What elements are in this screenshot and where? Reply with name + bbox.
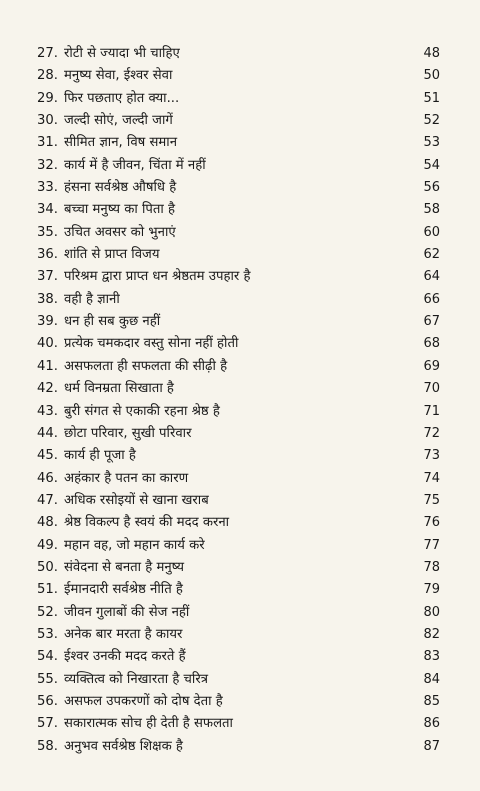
toc-entry-title: श्रेष्ठ विकल्प है स्वयं की मदद करना <box>64 515 230 531</box>
toc-entry-page-number: 68 <box>423 336 440 352</box>
toc-entry-number: 39. <box>37 314 58 330</box>
toc-entry-page-number: 78 <box>423 559 440 575</box>
toc-entry-label <box>37 65 172 87</box>
toc-entry-number: 42. <box>37 381 58 397</box>
toc-entry-page-number: 73 <box>423 448 440 464</box>
toc-entry-page-number: 83 <box>423 649 440 665</box>
toc-entry-title: मनुष्य सेवा, ईश्वर सेवा <box>64 68 173 84</box>
toc-entry <box>37 132 440 154</box>
toc-entry-label <box>37 132 177 154</box>
toc-entry <box>37 713 440 735</box>
toc-entry-number: 35. <box>37 224 58 240</box>
toc-entry-title: महान वह, जो महान कार्य करे <box>64 537 205 553</box>
toc-entry-label <box>37 624 182 646</box>
toc-entry-title: व्यक्तित्व को निखारता है चरित्र <box>64 671 209 687</box>
toc-entry-page-number: 75 <box>423 492 440 508</box>
toc-entry-title: सकारात्मक सोच ही देती है सफलता <box>64 716 233 732</box>
toc-entry-label <box>37 669 208 691</box>
toc-entry-page-number: 80 <box>423 604 440 620</box>
toc-entry <box>37 624 440 646</box>
toc-entry-title: उचित अवसर को भुनाएं <box>64 224 176 240</box>
toc-entry-label <box>37 557 184 579</box>
toc-entry-number: 29. <box>37 90 58 106</box>
toc-entry-page-number: 48 <box>423 46 440 61</box>
toc-entry <box>37 423 440 445</box>
toc-entry <box>37 88 440 110</box>
toc-entry <box>37 535 440 557</box>
toc-entry <box>37 468 440 490</box>
toc-entry-title: संवेदना से बनता है मनुष्य <box>64 559 184 575</box>
toc-entry-number: 28. <box>37 68 58 84</box>
toc-entry <box>37 110 440 132</box>
toc-entry-page-number: 84 <box>423 671 440 687</box>
toc-entry <box>37 43 440 65</box>
toc-entry-number: 47. <box>37 492 58 508</box>
toc-entry-page-number: 69 <box>423 358 440 374</box>
toc-entry-label <box>37 110 173 132</box>
toc-entry-page-number: 77 <box>423 537 440 553</box>
toc-entry-number: 32. <box>37 157 58 173</box>
toc-entry-label <box>37 43 180 65</box>
toc-entry-label <box>37 646 186 668</box>
toc-entry-title: अहंकार है पतन का कारण <box>64 470 189 486</box>
toc-entry-label <box>37 535 205 557</box>
toc-entry-page-number: 67 <box>423 314 440 330</box>
toc-entry-page-number: 54 <box>423 157 440 173</box>
toc-entry-page-number: 66 <box>423 291 440 307</box>
toc-entry-label <box>37 423 192 445</box>
toc-entry-label <box>37 579 183 601</box>
toc-entry-label <box>37 289 120 311</box>
toc-entry <box>37 199 440 221</box>
toc-entry <box>37 646 440 668</box>
toc-entry-page-number: 71 <box>423 403 440 419</box>
toc-entry-number: 44. <box>37 425 58 441</box>
toc-entry-page-number: 64 <box>423 269 440 285</box>
toc-entry <box>37 445 440 467</box>
toc-entry-number: 27. <box>37 46 58 61</box>
toc-entry-title: रोटी से ज्यादा भी चाहिए <box>64 46 180 61</box>
toc-entry-label <box>37 356 227 378</box>
toc-entry <box>37 736 440 758</box>
toc-entry-number: 31. <box>37 135 58 151</box>
toc-entry <box>37 691 440 713</box>
toc-entry-number: 37. <box>37 269 58 285</box>
toc-entry-title: असफल उपकरणों को दोष देता है <box>64 693 223 709</box>
toc-entry-page-number: 62 <box>423 247 440 263</box>
toc-entry <box>37 311 440 333</box>
toc-entry-label <box>37 378 174 400</box>
toc-entry-label <box>37 333 238 355</box>
toc-entry-title: धन ही सब कुछ नहीं <box>64 314 161 330</box>
toc-entry-title: छोटा परिवार, सुखी परिवार <box>64 425 192 441</box>
toc-entry-title: हंसना सर्वश्रेष्ठ औषधि है <box>64 180 177 196</box>
toc-entry-number: 41. <box>37 358 58 374</box>
toc-entry-label <box>37 401 220 423</box>
toc-entry-number: 33. <box>37 180 58 196</box>
toc-entry-label <box>37 468 188 490</box>
toc-entry <box>37 65 440 87</box>
toc-entry-title: अनुभव सर्वश्रेष्ठ शिक्षक है <box>64 738 183 754</box>
toc-entry-page-number: 85 <box>423 693 440 709</box>
toc-entry-number: 51. <box>37 582 58 598</box>
toc-entry-label <box>37 266 250 288</box>
toc-entry <box>37 512 440 534</box>
toc-entry-title: कार्य में है जीवन, चिंता में नहीं <box>64 157 206 173</box>
toc-entry-title: सीमित ज्ञान, विष समान <box>64 135 178 151</box>
toc-entry-title: जीवन गुलाबों की सेज नहीं <box>64 604 190 620</box>
toc-entry-number: 50. <box>37 559 58 575</box>
toc-entry-label <box>37 88 179 110</box>
toc-entry-page-number: 52 <box>423 113 440 129</box>
toc-entry-page-number: 70 <box>423 381 440 397</box>
toc-entry-title: ईमानदारी सर्वश्रेष्ठ नीति है <box>64 582 183 598</box>
toc-entry-title: शांति से प्राप्त विजय <box>64 247 160 263</box>
toc-entry-page-number: 87 <box>423 738 440 754</box>
toc-entry-number: 30. <box>37 113 58 129</box>
toc-entry-page-number: 50 <box>423 68 440 84</box>
toc-entry-page-number: 76 <box>423 515 440 531</box>
toc-entry-title: ईश्वर उनकी मदद करते हैं <box>64 649 186 665</box>
toc-entry-label <box>37 199 175 221</box>
toc-entry-number: 36. <box>37 247 58 263</box>
toc-entry-page-number: 58 <box>423 202 440 218</box>
toc-entry <box>37 669 440 691</box>
toc-entry-page-number: 56 <box>423 180 440 196</box>
toc-entry-label <box>37 691 223 713</box>
toc-entry <box>37 356 440 378</box>
toc-entry <box>37 222 440 244</box>
toc-entry-number: 53. <box>37 626 58 642</box>
toc-entry-number: 56. <box>37 693 58 709</box>
toc-entry-page-number: 53 <box>423 135 440 151</box>
toc-entry <box>37 579 440 601</box>
toc-entry-title: अधिक रसोइयों से खाना खराब <box>64 492 209 508</box>
toc-entry-title: कार्य ही पूजा है <box>64 448 136 464</box>
toc-entry-number: 58. <box>37 738 58 754</box>
toc-entry <box>37 490 440 512</box>
toc-entry-title: बुरी संगत से एकाकी रहना श्रेष्ठ है <box>64 403 220 419</box>
toc-entry <box>37 602 440 624</box>
toc-entry-label <box>37 512 229 534</box>
toc-entry-page-number: 82 <box>423 626 440 642</box>
toc-entry-number: 52. <box>37 604 58 620</box>
toc-entry-number: 43. <box>37 403 58 419</box>
toc-entry-number: 49. <box>37 537 58 553</box>
toc-entry-title: असफलता ही सफलता की सीढ़ी है <box>64 358 228 374</box>
toc-entry-number: 45. <box>37 448 58 464</box>
toc-entry <box>37 401 440 423</box>
toc-entry-label <box>37 713 233 735</box>
toc-entry-page-number: 86 <box>423 716 440 732</box>
toc-entry <box>37 378 440 400</box>
toc-entry <box>37 266 440 288</box>
toc-entry <box>37 244 440 266</box>
toc-entry-number: 40. <box>37 336 58 352</box>
toc-entry-title: जल्दी सोएं, जल्दी जागें <box>64 113 173 129</box>
toc-entry-label <box>37 177 176 199</box>
toc-entry <box>37 289 440 311</box>
toc-entry <box>37 333 440 355</box>
toc-entry-title: वही है ज्ञानी <box>64 291 120 307</box>
toc-entry-title: फिर पछताए होत क्या... <box>64 90 180 106</box>
toc-entry-label <box>37 311 160 333</box>
toc-entry-number: 57. <box>37 716 58 732</box>
toc-entry-page-number: 72 <box>423 425 440 441</box>
toc-entry-label <box>37 155 206 177</box>
toc-entry-title: धर्म विनम्रता सिखाता है <box>64 381 174 397</box>
toc-entry <box>37 177 440 199</box>
toc-entry-label <box>37 490 209 512</box>
toc-entry-number: 34. <box>37 202 58 218</box>
toc-entry-title: बच्चा मनुष्य का पिता है <box>64 202 175 218</box>
toc-entry-title: प्रत्येक चमकदार वस्तु सोना नहीं होती <box>64 336 239 352</box>
toc-entry-label <box>37 602 189 624</box>
toc-entry-title: परिश्रम द्वारा प्राप्त धन श्रेष्ठतम उपहार है <box>64 269 251 285</box>
toc-entry-number: 54. <box>37 649 58 665</box>
toc-entry-number: 46. <box>37 470 58 486</box>
toc-entry <box>37 557 440 579</box>
toc-list <box>37 43 440 758</box>
toc-entry-title: अनेक बार मरता है कायर <box>64 626 183 642</box>
toc-entry-page-number: 79 <box>423 582 440 598</box>
toc-entry-page-number: 60 <box>423 224 440 240</box>
toc-entry-number: 38. <box>37 291 58 307</box>
toc-entry-label <box>37 244 160 266</box>
toc-entry-label <box>37 222 176 244</box>
toc-entry-label <box>37 445 136 467</box>
toc-entry-number: 48. <box>37 515 58 531</box>
toc-entry-page-number: 74 <box>423 470 440 486</box>
toc-entry-page-number: 51 <box>423 90 440 106</box>
toc-entry-label <box>37 736 183 758</box>
toc-entry-number: 55. <box>37 671 58 687</box>
toc-entry <box>37 155 440 177</box>
